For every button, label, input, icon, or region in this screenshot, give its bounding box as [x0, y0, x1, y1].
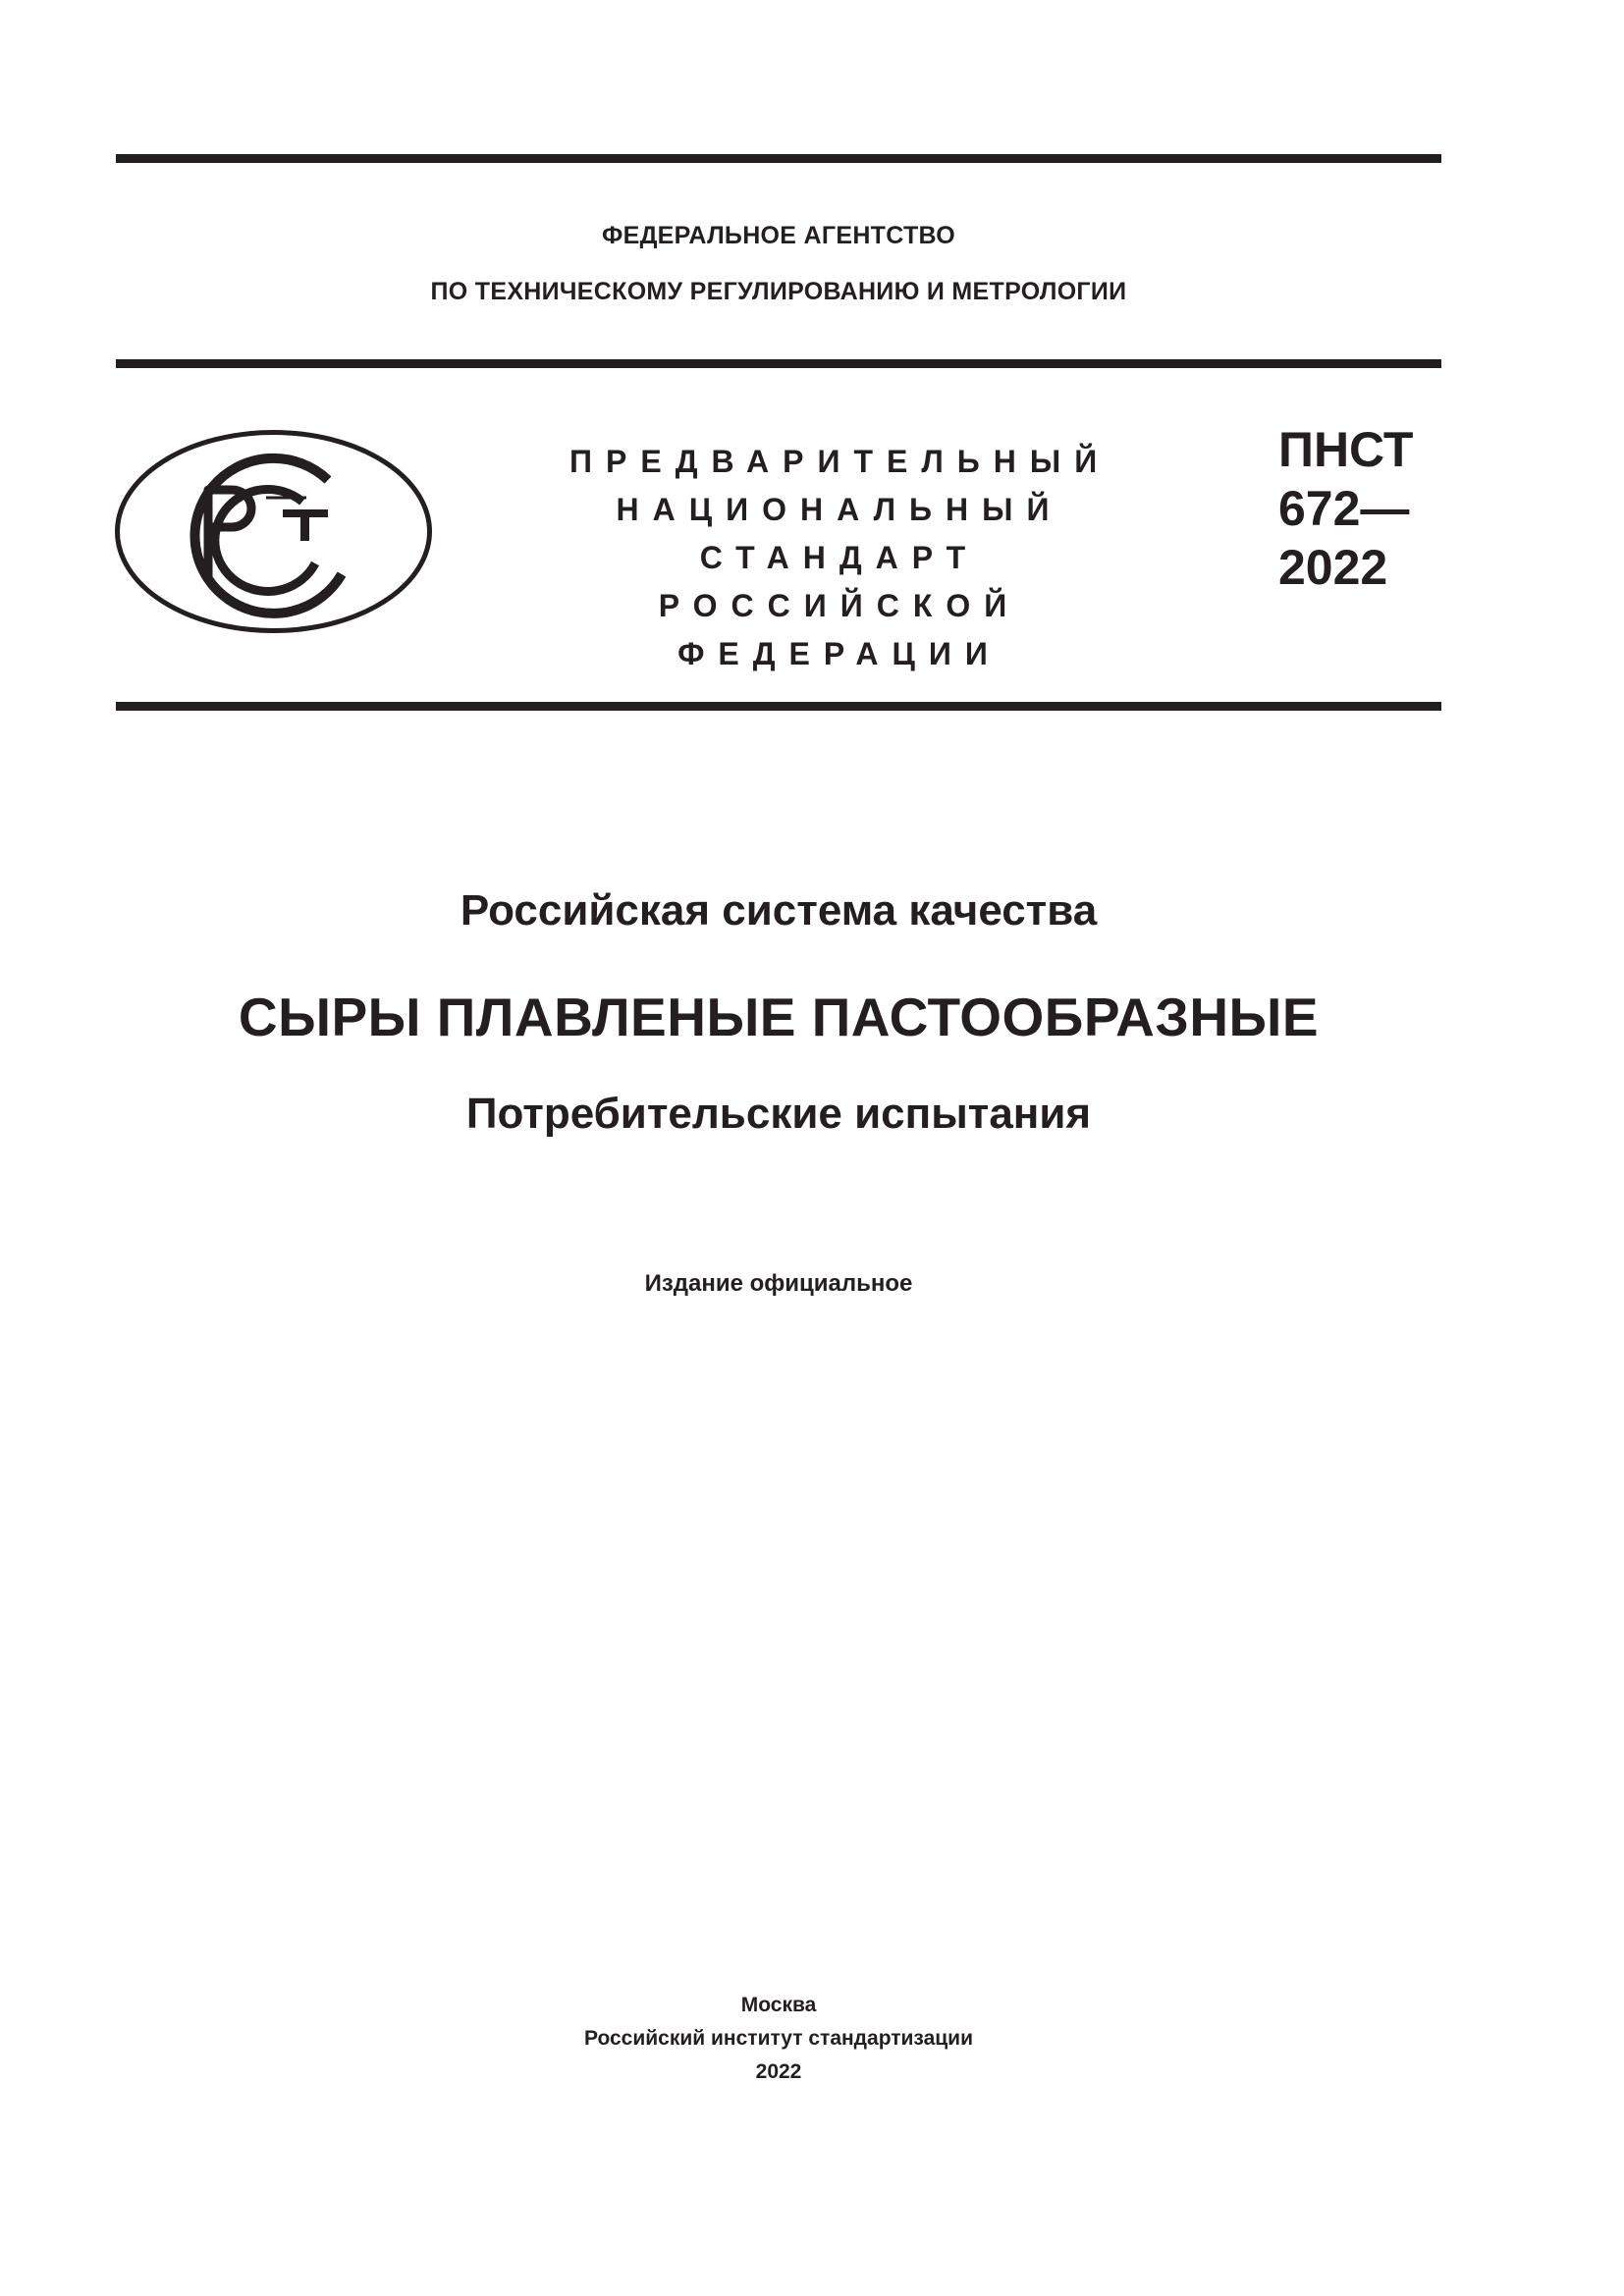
document-title: СЫРЫ ПЛАВЛЕНЫЕ ПАСТООБРАЗНЫЕ — [238, 987, 1320, 1047]
top-rule — [116, 154, 1441, 163]
standard-number — [1278, 420, 1413, 597]
document-subtitle: Потребительские испытания — [465, 1090, 1092, 1138]
agency-name-line-2: ПО ТЕХНИЧЕСКОМУ РЕГУЛИРОВАНИЮ И МЕТРОЛОГИИ — [430, 278, 1127, 305]
imprint-year: 2022 — [755, 2060, 802, 2083]
title-block-rule — [116, 702, 1441, 711]
standard-type-line: НАЦИОНАЛЬНЫЙ — [616, 492, 1063, 527]
standard-number-prefix: ПНСТ — [1278, 422, 1414, 477]
agency-name-line-1: ФЕДЕРАЛЬНОЕ АГЕНТСТВО — [601, 222, 956, 249]
standard-type-line: ПРЕДВАРИТЕЛЬНЫЙ — [569, 444, 1111, 479]
gost-r-emblem-icon — [114, 429, 433, 634]
imprint-publisher: Российский институт стандартизации — [583, 2027, 974, 2050]
standard-number-code: 672— — [1278, 481, 1410, 536]
imprint — [116, 1989, 1441, 2089]
standard-type-block — [569, 438, 1110, 678]
edition-note: Издание официальное — [644, 1270, 913, 1297]
standard-type-line: ФЕДЕРАЦИИ — [677, 636, 1001, 671]
standard-type-line: РОССИЙСКОЙ — [658, 588, 1021, 623]
standard-number-year: 2022 — [1278, 540, 1388, 595]
imprint-city: Москва — [740, 1994, 817, 2016]
header-rule — [116, 359, 1441, 368]
document-series: Российская система качества — [460, 886, 1098, 934]
standard-type-line: СТАНДАРТ — [699, 540, 980, 575]
